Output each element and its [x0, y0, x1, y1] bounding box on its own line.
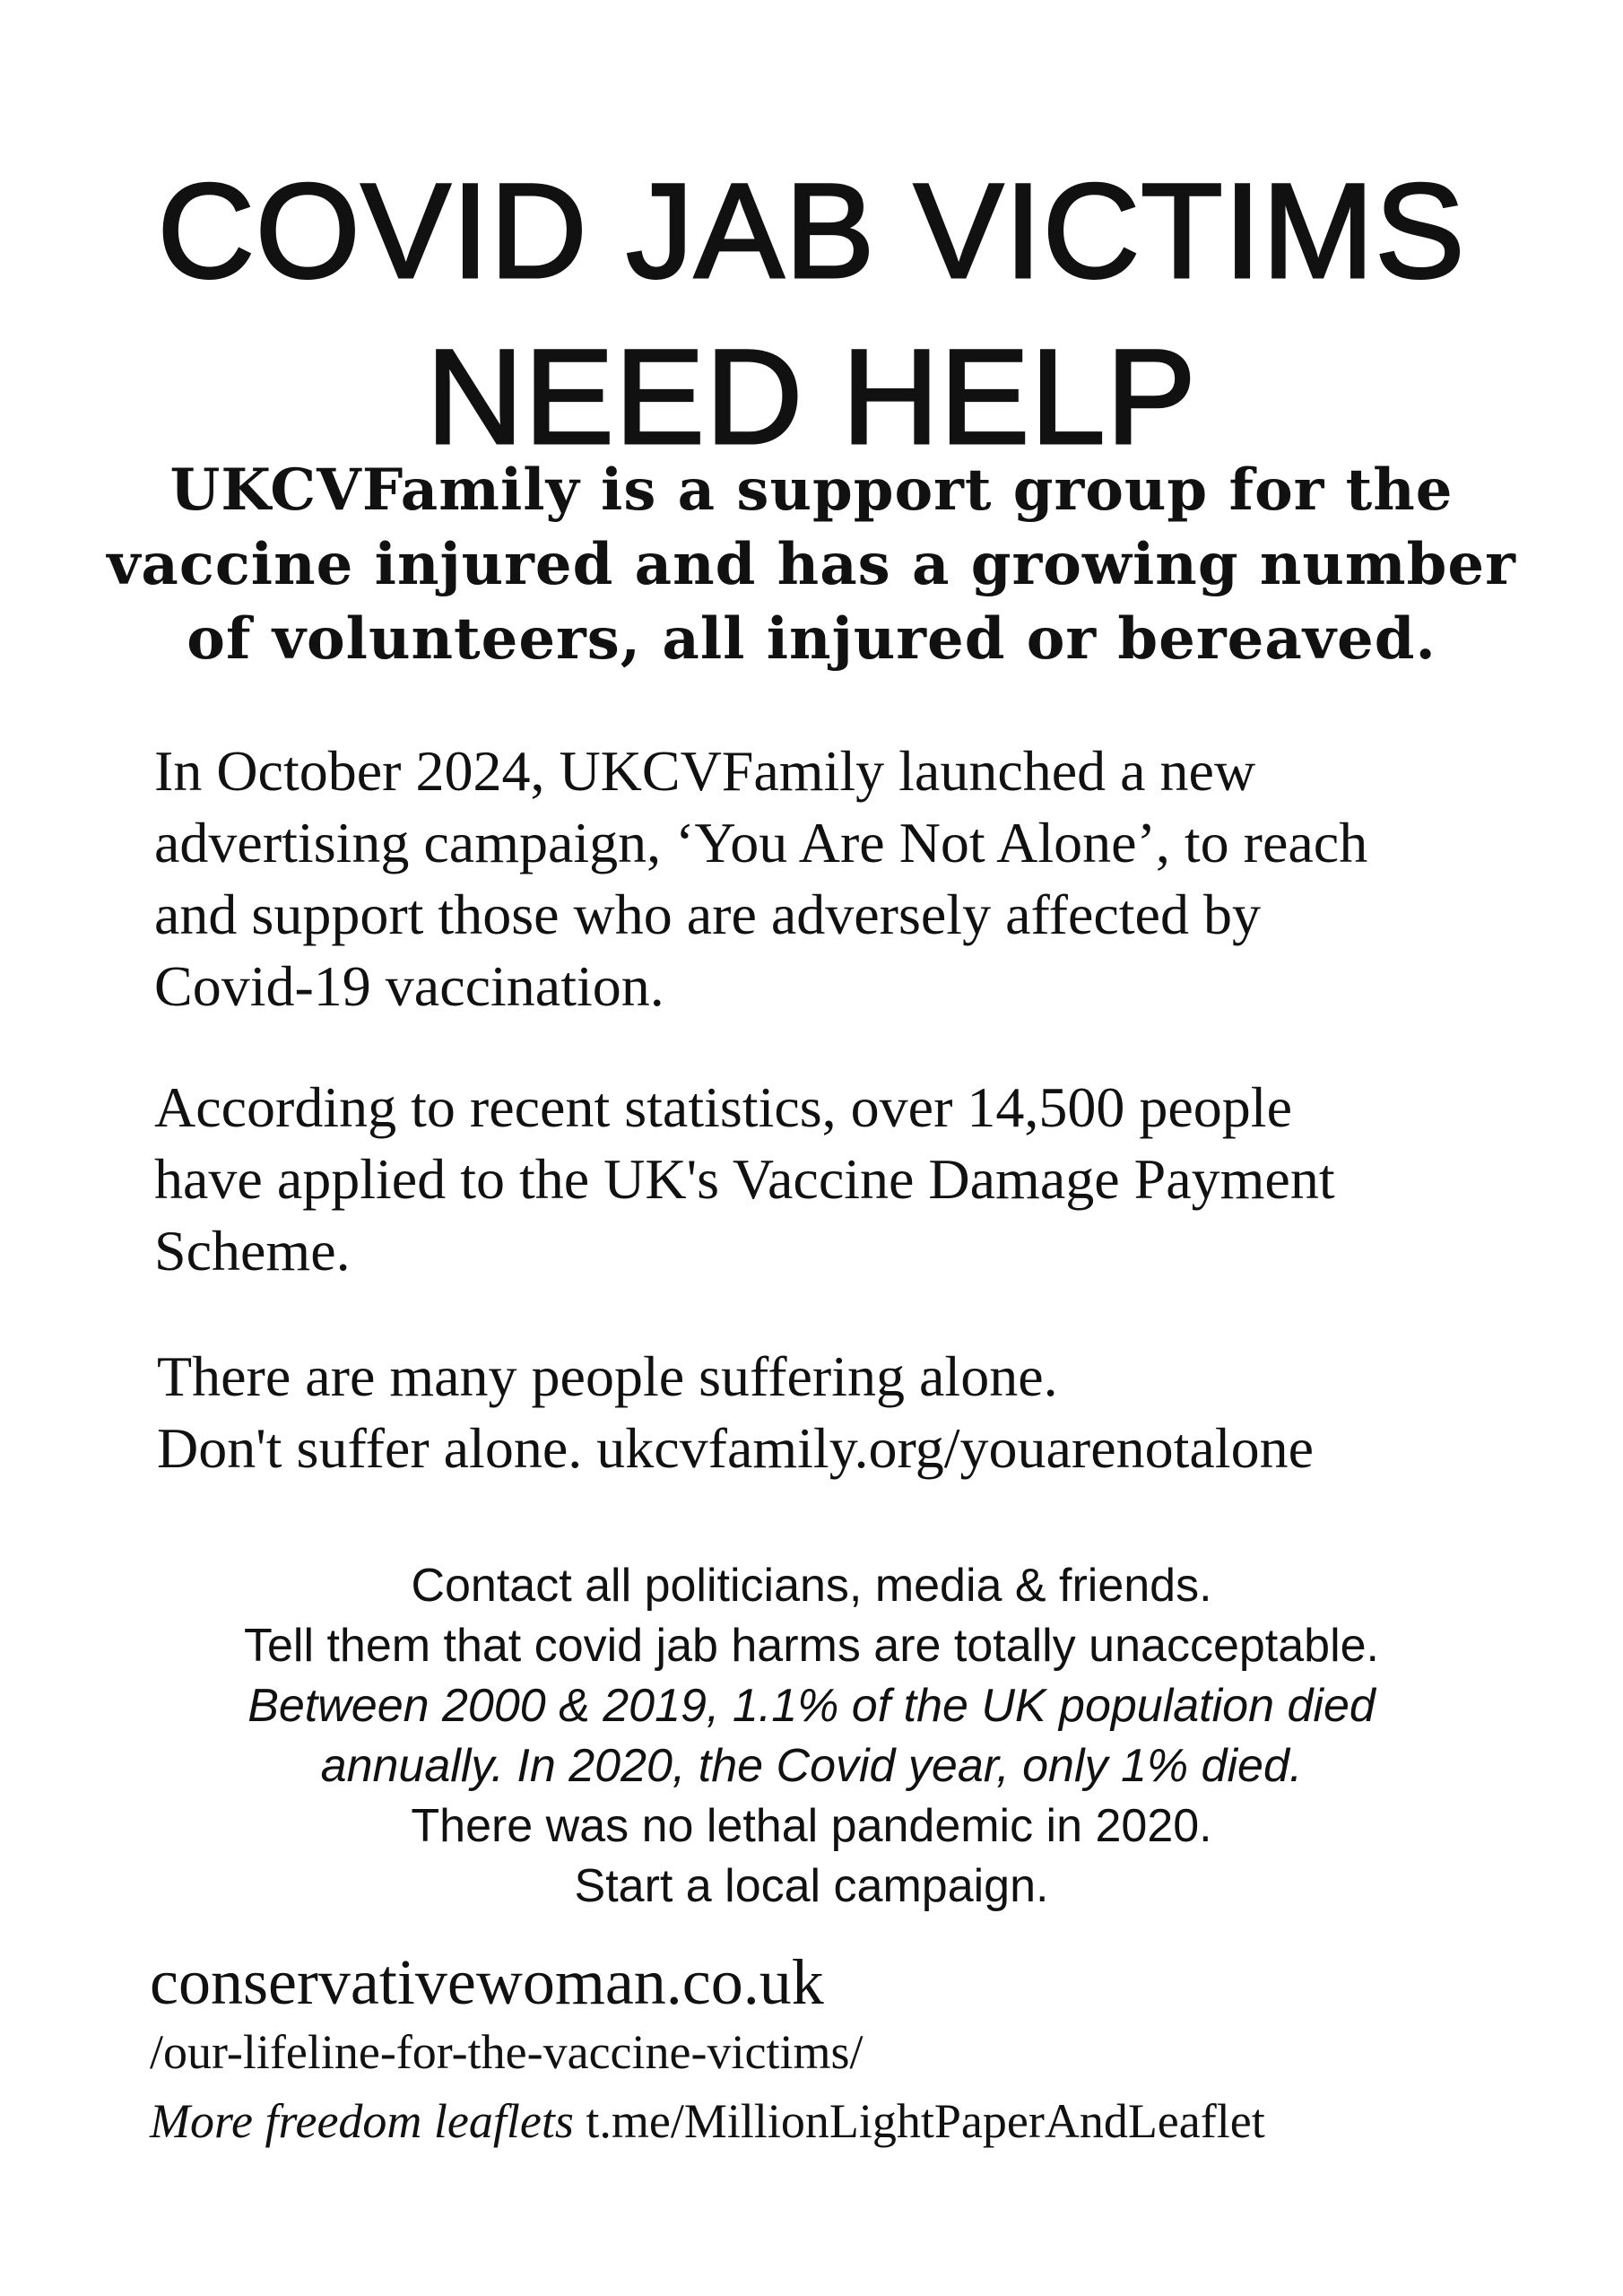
intro-line: UKCVFamily is a support group for the: [169, 457, 1454, 524]
campaign-line: and support those who are adversely affected by: [154, 883, 1261, 946]
headline-line-2: NEED HELP: [426, 321, 1197, 472]
intro-line: vaccine injured and has a growing number: [107, 531, 1516, 598]
campaign-line: In October 2024, UKCVFamily launched a new: [154, 739, 1256, 803]
contact-line-3: Between 2000 & 2019, 1.1% of the UK population died: [247, 1680, 1376, 1732]
more-leaflets-label: More freedom leaflets: [150, 2094, 574, 2148]
statistics-line: Scheme.: [154, 1219, 351, 1283]
alone-line: There are many people suffering alone.: [157, 1344, 1058, 1408]
statistics-line: have applied to the UK's Vaccine Damage Payment: [154, 1147, 1335, 1211]
contact-block: [0, 1556, 1623, 1917]
headline: [0, 148, 1623, 480]
contact-line-5: There was no lethal pandemic in 2020.: [411, 1800, 1212, 1852]
contact-line-4: annually. In 2020, the Covid year, only 1% died.: [320, 1740, 1303, 1792]
contact-line-2: Tell them that covid jab harms are totally unacceptable.: [243, 1620, 1379, 1672]
alone-paragraph: [157, 1341, 1314, 1484]
alone-line-with-url: Don't suffer alone. ukcvfamily.org/youarenotalone: [157, 1416, 1314, 1480]
campaign-paragraph: [154, 735, 1367, 1022]
footer-site: conservativewoman.co.uk: [150, 1946, 824, 2018]
contact-line-6: Start a local campaign.: [574, 1860, 1049, 1912]
contact-line-1: Contact all politicians, media & friends.: [411, 1560, 1212, 1612]
campaign-line: advertising campaign, ‘You Are Not Alone’, to reach: [154, 811, 1368, 874]
statistics-line: According to recent statistics, over 14,500 people: [154, 1075, 1292, 1139]
headline-line-1: COVID JAB VICTIMS: [157, 155, 1466, 306]
footer-path: /our-lifeline-for-the-vaccine-victims/: [150, 2025, 864, 2079]
intro-line: of volunteers, all injured or bereaved.: [187, 605, 1436, 673]
more-leaflets-link: t.me/MillionLightPaperAndLeaflet: [586, 2094, 1265, 2148]
campaign-line: Covid-19 vaccination.: [154, 954, 664, 1018]
intro-paragraph: [0, 453, 1623, 676]
footer-more-leaflets: [150, 2090, 1265, 2152]
statistics-paragraph: [154, 1072, 1335, 1287]
